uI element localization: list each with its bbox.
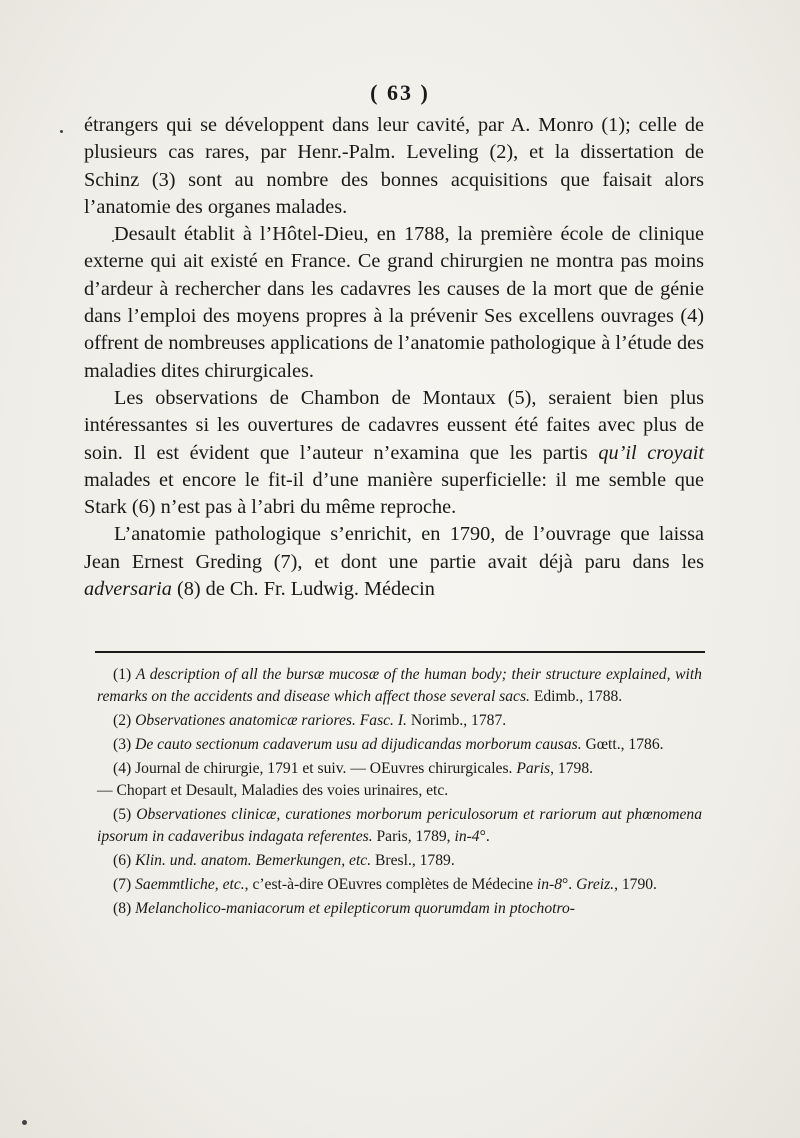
- text-run: (3): [113, 736, 136, 753]
- text-run: (6): [113, 852, 136, 869]
- text-run: , 1798.: [550, 760, 594, 777]
- paragraph: [84, 521, 704, 603]
- text-run: (8): [113, 900, 136, 917]
- page-number: ( 63 ): [370, 80, 430, 105]
- text-run: , c’est-à-dire OEuvres complètes de Médecine: [244, 876, 537, 893]
- main-text: [84, 112, 704, 603]
- italic-text: Observationes clinicæ, curationes morborum periculosorum et rariorum aut phœnomena ipsorum in cadaveribus indagata referentes.: [97, 806, 702, 845]
- footnote: [97, 850, 702, 872]
- footnote: [97, 874, 702, 896]
- footnote: [97, 804, 702, 848]
- paragraph: [84, 221, 704, 385]
- italic-text: Observationes anatomicæ rariores. Fasc. I.: [135, 712, 407, 729]
- italic-text: Paris: [516, 760, 551, 777]
- text-run: (8) de Ch. Fr. Ludwig. Médecin: [171, 578, 435, 601]
- text-run: Norimb., 1787.: [406, 712, 507, 729]
- italic-text: De cauto sectionum cadaverum usu ad dijudicandas morborum causas.: [135, 736, 582, 753]
- text-run: , 1790.: [614, 876, 657, 893]
- specks: [22, 1120, 27, 1125]
- text-run: °.: [562, 876, 577, 893]
- text-run: Desault établit à l’Hôtel-Dieu, en 1788, la première école de clinique externe qui ait existé en France. Ce grand chirurgien ne montra pas moins d’ardeur à rechercher dans les cadavres les causes de la mort que de génie dans l’emploi des moyens propres à la prévenir Ses excellens ouvrages (4) offrent de nombreuses applications de l’anatomie pathologique à l’étude des maladies dites chirurgicales.: [84, 223, 704, 382]
- paragraph: [84, 112, 704, 221]
- footnote: [97, 898, 702, 920]
- italic-text: Klin. und. anatom. Bemerkungen, etc.: [135, 852, 372, 869]
- text-run: étrangers qui se développent dans leur cavité, par A. Monro (1); celle de plusieurs cas rares, par Henr.-Palm. Leveling (2), et la dissertation de Schinz (3) sont au nombre des bonnes acquisitions que faisait alors l’anatomie des organes malades.: [84, 114, 704, 218]
- italic-text: in-4: [454, 828, 480, 845]
- text-run: (1): [113, 666, 136, 683]
- text-run: Les observations de Chambon de Montaux (5), seraient bien plus intéressantes si les ouvertures de cadavres eussent été faites avec plus de soin. Il est évident que l’auteur n’examina que les partis: [84, 386, 704, 464]
- italic-text: adversaria: [84, 578, 172, 601]
- text-run: (7): [113, 876, 136, 893]
- text-run: L’anatomie pathologique s’enrichit, en 1790, de l’ouvrage que laissa Jean Ernest Greding (7), et dont une partie avait déjà paru dans les: [84, 523, 704, 573]
- italic-text: A description of all the bursæ mucosæ of the human body; their structure explained, with remarks on the accidents and disease which affect those several sacs.: [97, 666, 702, 705]
- text-run: °.: [479, 828, 490, 845]
- paragraph: [84, 385, 704, 521]
- text-run: (2): [113, 712, 136, 729]
- text-run: (5): [113, 806, 137, 823]
- specks: [60, 130, 63, 133]
- italic-text: Saemmtliche, etc.: [135, 876, 245, 893]
- italic-text: Greiz.: [576, 876, 615, 893]
- text-run: Gœtt., 1786.: [581, 736, 664, 753]
- text-run: Paris, 1789,: [372, 828, 455, 845]
- footnote: [97, 710, 702, 732]
- footnote: [97, 734, 702, 756]
- footnote-separator: [95, 651, 705, 653]
- text-run: malades et encore le fit-il d’une manière superficielle: il me semble que Stark (6) n’est pas à l’abri du même reproche.: [84, 468, 704, 519]
- text-run: Edimb., 1788.: [529, 688, 623, 705]
- italic-text: Melancholico-maniacorum et epilepticorum quorumdam in ptochotro-: [135, 900, 575, 917]
- footnotes: [97, 664, 702, 922]
- italic-text: in-8: [536, 876, 563, 893]
- specks: [112, 240, 114, 242]
- footnote: [97, 664, 702, 708]
- italic-text: qu’il croyait: [598, 441, 704, 464]
- text-run: — Chopart et Desault, Maladies des voies urinaires, etc.: [97, 782, 449, 799]
- footnote: [97, 758, 702, 780]
- footnote: [97, 780, 702, 802]
- text-run: Bresl., 1789.: [371, 852, 455, 869]
- text-run: (4) Journal de chirurgie, 1791 et suiv. — OEuvres chirurgicales.: [113, 760, 517, 777]
